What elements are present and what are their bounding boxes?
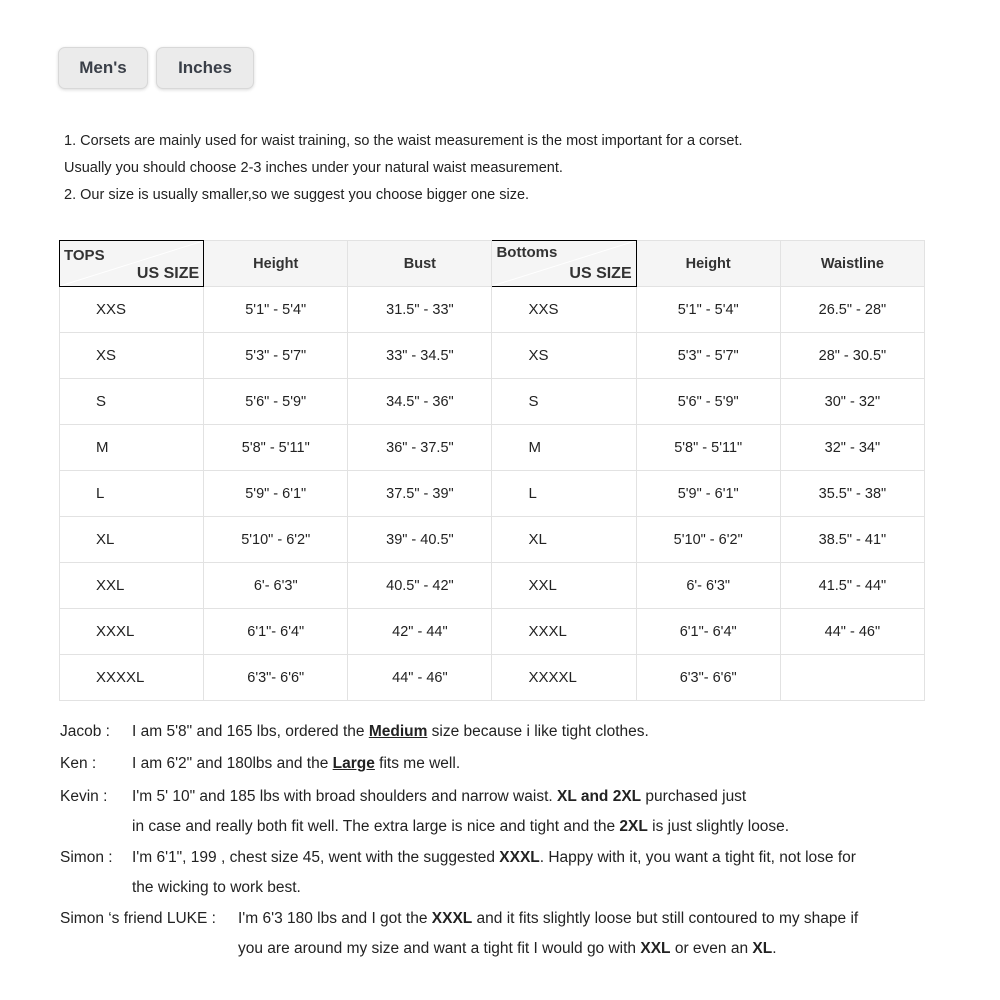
- review-line: [60, 755, 460, 773]
- table-row: [60, 563, 925, 609]
- table-cell: 5'6" - 5'9": [636, 379, 780, 425]
- review-line: [60, 849, 856, 867]
- size-chart-table: [59, 240, 925, 701]
- us-size-label: US SIZE: [569, 265, 632, 282]
- table-cell: 37.5" - 39": [348, 471, 492, 517]
- size-notes: [64, 128, 743, 209]
- table-cell: 5'9" - 6'1": [204, 471, 348, 517]
- table-cell: M: [492, 425, 636, 471]
- note-line: 2. Our size is usually smaller,so we suggest you choose bigger one size.: [64, 187, 530, 203]
- table-row: [60, 379, 925, 425]
- review-text: size because i like tight clothes.: [427, 723, 649, 740]
- review-text: fits me well.: [374, 755, 461, 772]
- table-cell: XXL: [60, 563, 204, 609]
- review-text: and it fits slightly loose but still contoured to my shape if: [472, 910, 859, 927]
- review-line: [60, 818, 789, 836]
- table-cell: 5'9" - 6'1": [636, 471, 780, 517]
- table-cell: 5'8" - 5'11": [204, 425, 348, 471]
- size-highlight: Medium: [368, 723, 428, 740]
- table-cell: XL: [492, 517, 636, 563]
- us-size-label: US SIZE: [136, 265, 200, 282]
- table-cell: XL: [60, 517, 204, 563]
- table-cell: [780, 655, 924, 701]
- tops-corner-header: [60, 241, 204, 287]
- reviewer-name: Jacob :: [60, 723, 110, 740]
- size-highlight: XL and 2XL: [557, 788, 642, 805]
- table-cell: 6'- 6'3": [204, 563, 348, 609]
- table-header-row: [60, 241, 925, 287]
- review-text: I'm 6'3 180 lbs and I got the: [238, 910, 432, 927]
- table-cell: XXXL: [60, 609, 204, 655]
- table-row: [60, 425, 925, 471]
- table-row: [60, 471, 925, 517]
- table-cell: 6'1"- 6'4": [204, 609, 348, 655]
- review-text: I am 5'8" and 165 lbs, ordered the: [132, 723, 369, 740]
- review-text: the wicking to work best.: [132, 879, 301, 896]
- table-cell: 36" - 37.5": [348, 425, 492, 471]
- size-highlight: XXXL: [499, 849, 540, 866]
- column-header: Bust: [348, 241, 492, 287]
- table-cell: 5'6" - 5'9": [204, 379, 348, 425]
- size-highlight: Large: [332, 755, 375, 772]
- table-row: [60, 333, 925, 379]
- table-row: [60, 517, 925, 563]
- table-row: [60, 655, 925, 701]
- table-cell: 5'8" - 5'11": [636, 425, 780, 471]
- reviewer-name: Kevin :: [60, 788, 108, 805]
- table-cell: 5'1" - 5'4": [204, 287, 348, 333]
- table-cell: 34.5" - 36": [348, 379, 492, 425]
- table-cell: 44" - 46": [348, 655, 492, 701]
- review-text: . Happy with it, you want a tight fit, not lose for: [539, 849, 856, 866]
- table-cell: XXXXL: [60, 655, 204, 701]
- bottoms-label: Bottoms: [496, 244, 558, 261]
- table-cell: S: [60, 379, 204, 425]
- table-cell: 35.5" - 38": [780, 471, 924, 517]
- review-text: you are around my size and want a tight fit I would go with: [238, 940, 641, 957]
- table-cell: XXL: [492, 563, 636, 609]
- table-cell: 5'3" - 5'7": [636, 333, 780, 379]
- review-line: [60, 879, 301, 897]
- table-cell: 38.5" - 41": [780, 517, 924, 563]
- table-cell: 44" - 46": [780, 609, 924, 655]
- table-cell: S: [492, 379, 636, 425]
- table-cell: 33" - 34.5": [348, 333, 492, 379]
- review-text: I'm 6'1", 199 , chest size 45, went with the suggested: [132, 849, 500, 866]
- table-cell: 26.5" - 28": [780, 287, 924, 333]
- note-line: 1. Corsets are mainly used for waist training, so the waist measurement is the most important for a corset.: [64, 133, 743, 149]
- table-cell: XS: [492, 333, 636, 379]
- mens-button[interactable]: Men's: [58, 47, 148, 89]
- table-cell: 31.5" - 33": [348, 287, 492, 333]
- table-cell: XXS: [60, 287, 204, 333]
- column-header: Height: [636, 241, 780, 287]
- table-cell: XXS: [492, 287, 636, 333]
- reviewer-name: Simon ‘s friend LUKE :: [60, 910, 216, 927]
- table-cell: 42" - 44": [348, 609, 492, 655]
- size-highlight: 2XL: [619, 818, 648, 835]
- review-line: [60, 788, 746, 806]
- table-cell: 28" - 30.5": [780, 333, 924, 379]
- table-cell: 39" - 40.5": [348, 517, 492, 563]
- review-text: purchased just: [641, 788, 747, 805]
- column-header: Height: [204, 241, 348, 287]
- table-cell: 6'3"- 6'6": [204, 655, 348, 701]
- table-cell: 5'10" - 6'2": [636, 517, 780, 563]
- note-line: Usually you should choose 2-3 inches under your natural waist measurement.: [64, 160, 563, 176]
- bottoms-corner-header: [492, 241, 636, 287]
- table-cell: 41.5" - 44": [780, 563, 924, 609]
- inches-button[interactable]: Inches: [156, 47, 254, 89]
- column-header: Waistline: [780, 241, 924, 287]
- review-text: .: [772, 940, 777, 957]
- table-cell: L: [492, 471, 636, 517]
- review-text: in case and really both fit well. The extra large is nice and tight and the: [132, 818, 620, 835]
- review-line: [60, 940, 777, 958]
- table-row: [60, 609, 925, 655]
- review-line: [60, 910, 858, 928]
- reviewer-name: Simon :: [60, 849, 113, 866]
- review-text: is just slightly loose.: [647, 818, 790, 835]
- table-cell: XXXL: [492, 609, 636, 655]
- review-text: I am 6'2" and 180lbs and the: [132, 755, 333, 772]
- table-cell: 5'10" - 6'2": [204, 517, 348, 563]
- size-highlight: XL: [752, 940, 773, 957]
- size-highlight: XXL: [640, 940, 671, 957]
- table-cell: 30" - 32": [780, 379, 924, 425]
- reviewer-name: Ken :: [60, 755, 97, 772]
- review-text: or even an: [670, 940, 753, 957]
- table-cell: 6'1"- 6'4": [636, 609, 780, 655]
- table-cell: 5'3" - 5'7": [204, 333, 348, 379]
- tops-label: TOPS: [64, 247, 105, 264]
- table-cell: 40.5" - 42": [348, 563, 492, 609]
- table-cell: M: [60, 425, 204, 471]
- review-line: [60, 723, 649, 741]
- table-row: [60, 287, 925, 333]
- table-cell: 32" - 34": [780, 425, 924, 471]
- table-cell: 6'3"- 6'6": [636, 655, 780, 701]
- table-cell: XXXXL: [492, 655, 636, 701]
- table-cell: 5'1" - 5'4": [636, 287, 780, 333]
- table-cell: 6'- 6'3": [636, 563, 780, 609]
- review-text: I'm 5' 10" and 185 lbs with broad shoulders and narrow waist.: [132, 788, 557, 805]
- table-cell: L: [60, 471, 204, 517]
- size-highlight: XXXL: [431, 910, 473, 927]
- table-cell: XS: [60, 333, 204, 379]
